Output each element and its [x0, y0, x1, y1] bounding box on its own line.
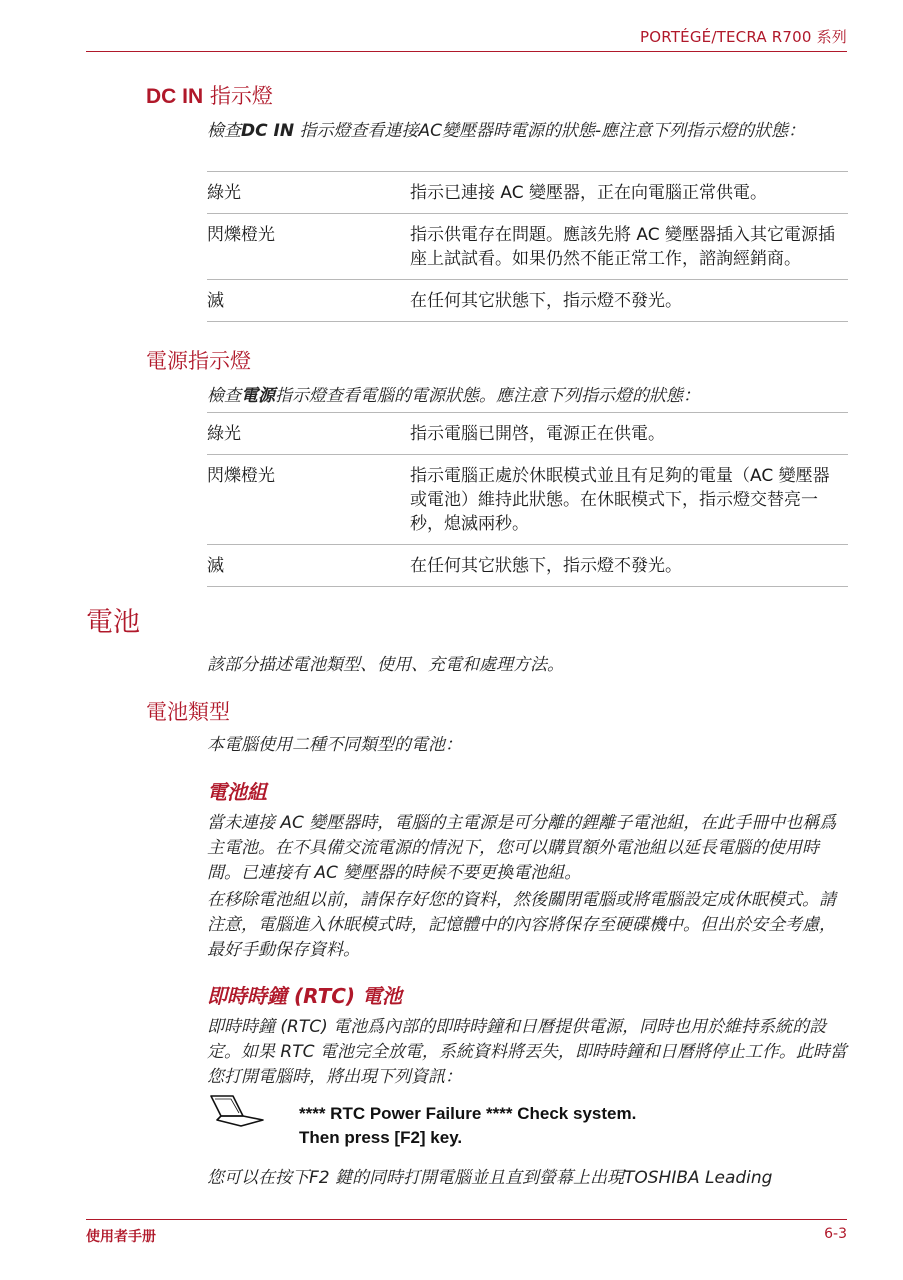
dcin-intro: [207, 119, 852, 144]
battery-pack-paragraph-1: 當未連接 AC 變壓器時，電腦的主電源是可分離的鋰離子電池組，在此手冊中也稱爲主電池。在不具備交流電源的情況下，您可以購買額外電池組以延長電腦的使用時間。已連接有 AC 變壓器的時候不要更換電池組。: [207, 813, 837, 883]
rtc-followup: 您可以在按下F2 鍵的同時打開電腦並且直到螢幕上出現TOSHIBA Leading: [207, 1168, 773, 1188]
battery-types-heading: 電池類型: [146, 700, 230, 724]
power-intro-bold: 電源: [241, 386, 275, 406]
state-cell: 滅: [207, 556, 224, 576]
battery-intro: 該部分描述電池類型、使用、充電和處理方法。: [207, 655, 564, 675]
dcin-intro-bold: DC IN: [241, 121, 295, 141]
table-row: [207, 214, 848, 280]
desc-cell: 指示電腦正處於休眠模式並且有足夠的電量（AC 變壓器或電池）維持此狀態。在休眠模式下，指示燈交替亮一秒，熄滅兩秒。: [410, 466, 830, 534]
footer-divider: [86, 1219, 847, 1220]
state-cell: 滅: [207, 291, 224, 311]
rtc-paragraph: 即時時鐘 (RTC) 電池爲內部的即時時鐘和日曆提供電源，同時也用於維持系統的設定。如果 RTC 電池完全放電，系統資料將丟失，即時時鐘和日曆將停止工作。此時當您打開電腦時，將出現下列資訊：: [207, 1017, 847, 1087]
rtc-message: [299, 1102, 636, 1150]
rtc-message-line-2: Then press [F2] key.: [299, 1128, 463, 1147]
desc-cell: 指示電腦已開啓，電源正在供電。: [410, 424, 665, 444]
power-heading: 電源指示燈: [146, 349, 251, 373]
rtc-heading: 即時時鐘 (RTC) 電池: [207, 984, 403, 1008]
power-table: [207, 412, 848, 587]
rtc-message-line-1: **** RTC Power Failure **** Check system.: [299, 1104, 637, 1123]
page-number: 6-3: [824, 1226, 847, 1242]
dcin-intro-post: 指示燈查看連接AC變壓器時電源的狀態-應注意下列指示燈的狀態：: [294, 121, 806, 141]
battery-pack-paragraph-2: 在移除電池組以前，請保存好您的資料，然後關閉電腦或將電腦設定成休眠模式。請注意，電腦進入休眠模式時，記憶體中的內容將保存至硬碟機中。但出於安全考慮，最好手動保存資料。: [207, 890, 836, 960]
header-divider: [86, 51, 847, 52]
laptop-icon: [209, 1094, 265, 1128]
state-cell: 閃爍橙光: [207, 466, 275, 486]
dcin-intro-pre: 檢查: [207, 121, 241, 141]
state-cell: 閃爍橙光: [207, 225, 275, 245]
desc-cell: 在任何其它狀態下，指示燈不發光。: [410, 556, 682, 576]
table-row: [207, 455, 848, 545]
dcin-table: [207, 171, 848, 322]
dcin-heading-bold: DC IN: [146, 85, 204, 108]
desc-cell: 在任何其它狀態下，指示燈不發光。: [410, 291, 682, 311]
power-intro-pre: 檢查: [207, 386, 241, 406]
dcin-heading-rest: 指示燈: [203, 84, 273, 108]
footer-manual-title: 使用者手册: [86, 1229, 156, 1245]
battery-pack-heading: 電池組: [207, 780, 267, 804]
table-row: [207, 172, 848, 214]
desc-cell: 指示已連接 AC 變壓器，正在向電腦正常供電。: [410, 183, 768, 203]
battery-types-intro: 本電腦使用二種不同類型的電池：: [207, 735, 462, 755]
power-intro: [207, 384, 852, 409]
table-row: [207, 280, 848, 322]
battery-heading: 電池: [86, 607, 140, 638]
table-row: [207, 545, 848, 587]
state-cell: 綠光: [207, 424, 241, 444]
table-row: [207, 413, 848, 455]
desc-cell: 指示供電存在問題。應該先將 AC 變壓器插入其它電源插座上試試看。如果仍然不能正常工作，諮詢經銷商。: [410, 225, 836, 269]
dcin-heading: [146, 80, 273, 110]
power-intro-post: 指示燈查看電腦的電源狀態。應注意下列指示燈的狀態：: [275, 386, 700, 406]
state-cell: 綠光: [207, 183, 241, 203]
running-header: PORTÉGÉ/TECRA R700 系列: [640, 28, 847, 46]
